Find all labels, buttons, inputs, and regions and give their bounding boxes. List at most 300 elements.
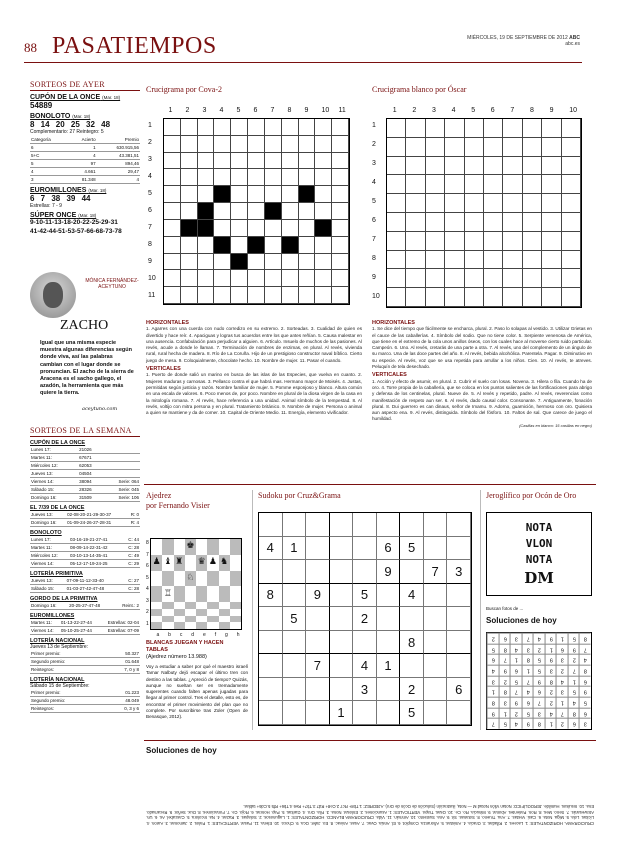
sudoku-cell[interactable] [377, 678, 401, 702]
sudoku-cell[interactable] [424, 678, 448, 702]
sudoku-cell[interactable]: 6 [447, 678, 471, 702]
crossword-cell[interactable] [332, 287, 349, 304]
crossword-cell[interactable] [387, 175, 406, 194]
crossword-cell[interactable] [523, 232, 542, 251]
crucigrama-blanco-grid[interactable] [386, 118, 582, 308]
crossword-cell[interactable] [265, 136, 282, 153]
sudoku-cell[interactable] [353, 513, 377, 537]
crossword-cell[interactable] [315, 287, 332, 304]
chess-square[interactable] [196, 616, 207, 623]
sudoku-cell[interactable] [283, 701, 307, 725]
sudoku-cell[interactable]: 7 [306, 654, 330, 678]
sudoku-cell[interactable] [259, 678, 283, 702]
crossword-cell[interactable] [406, 138, 425, 157]
sudoku-cell[interactable] [330, 654, 354, 678]
crossword-cell[interactable] [299, 153, 316, 170]
sudoku-cell[interactable] [306, 513, 330, 537]
sudoku-cell[interactable] [447, 701, 471, 725]
crossword-cell[interactable] [299, 254, 316, 271]
sudoku-cell[interactable]: 4 [400, 584, 424, 608]
sudoku-cell[interactable] [306, 560, 330, 584]
crossword-cell[interactable] [231, 119, 248, 136]
crossword-cell[interactable] [562, 269, 581, 288]
crossword-cell[interactable] [484, 269, 503, 288]
crossword-cell[interactable] [406, 269, 425, 288]
crossword-cell[interactable] [484, 251, 503, 270]
sudoku-cell[interactable] [306, 537, 330, 561]
crossword-cell[interactable] [523, 251, 542, 270]
crossword-cell[interactable] [181, 119, 198, 136]
crossword-cell[interactable] [214, 136, 231, 153]
crossword-cell[interactable] [542, 194, 561, 213]
crossword-cell[interactable] [198, 186, 215, 203]
crossword-cell[interactable] [465, 269, 484, 288]
sudoku-cell[interactable] [330, 560, 354, 584]
crossword-cell[interactable] [387, 288, 406, 307]
crossword-cell[interactable] [406, 213, 425, 232]
crossword-cell[interactable] [198, 153, 215, 170]
sudoku-cell[interactable] [424, 537, 448, 561]
chess-square[interactable] [219, 586, 230, 602]
chess-square[interactable] [151, 622, 162, 629]
crossword-cell[interactable] [523, 269, 542, 288]
crossword-cell[interactable] [387, 157, 406, 176]
crossword-cell[interactable] [387, 194, 406, 213]
chess-square[interactable] [230, 622, 241, 629]
sudoku-cell[interactable] [330, 584, 354, 608]
chess-square[interactable] [185, 609, 196, 616]
crossword-cell[interactable] [231, 153, 248, 170]
sudoku-cell[interactable]: 4 [259, 537, 283, 561]
crossword-cell[interactable] [181, 169, 198, 186]
crossword-cell[interactable] [484, 213, 503, 232]
crossword-cell[interactable] [562, 175, 581, 194]
chess-square[interactable] [174, 602, 185, 609]
crossword-cell[interactable] [198, 287, 215, 304]
sudoku-cell[interactable] [330, 513, 354, 537]
sudoku-cell[interactable] [306, 701, 330, 725]
crossword-cell[interactable] [214, 169, 231, 186]
crossword-cell[interactable] [332, 203, 349, 220]
chess-square[interactable] [162, 602, 173, 609]
sudoku-cell[interactable] [353, 631, 377, 655]
crossword-cell[interactable] [231, 186, 248, 203]
crossword-cell[interactable] [387, 119, 406, 138]
crossword-cell[interactable] [181, 254, 198, 271]
sudoku-cell[interactable]: 3 [447, 560, 471, 584]
crossword-cell[interactable] [387, 213, 406, 232]
sudoku-cell[interactable]: 5 [283, 607, 307, 631]
chess-piece[interactable]: ♖ [163, 588, 172, 599]
sudoku-cell[interactable]: 9 [306, 584, 330, 608]
sudoku-cell[interactable] [377, 513, 401, 537]
crossword-cell[interactable] [562, 213, 581, 232]
crossword-cell[interactable] [484, 194, 503, 213]
crossword-cell[interactable] [426, 269, 445, 288]
crossword-cell[interactable] [164, 237, 181, 254]
crossword-cell[interactable] [426, 232, 445, 251]
crossword-cell[interactable] [503, 175, 522, 194]
chess-square[interactable] [151, 539, 162, 555]
sudoku-cell[interactable]: 3 [353, 678, 377, 702]
crossword-cell[interactable] [265, 270, 282, 287]
chess-square[interactable] [207, 571, 218, 587]
crossword-cell[interactable] [503, 119, 522, 138]
crossword-cell[interactable] [332, 153, 349, 170]
crossword-cell[interactable] [265, 186, 282, 203]
chess-square[interactable] [162, 539, 173, 555]
crossword-cell[interactable] [484, 232, 503, 251]
crossword-cell[interactable] [484, 157, 503, 176]
sudoku-cell[interactable] [400, 513, 424, 537]
sudoku-cell[interactable] [377, 701, 401, 725]
crossword-cell[interactable] [164, 220, 181, 237]
crossword-cell[interactable] [542, 232, 561, 251]
crossword-cell[interactable] [523, 119, 542, 138]
chess-piece[interactable]: ♛ [196, 555, 207, 571]
crossword-cell[interactable] [406, 288, 425, 307]
chess-square[interactable] [185, 586, 196, 602]
crossword-cell[interactable] [315, 270, 332, 287]
crossword-cell[interactable] [198, 136, 215, 153]
crossword-cell[interactable] [387, 251, 406, 270]
crossword-cell[interactable] [214, 220, 231, 237]
crossword-cell[interactable] [503, 269, 522, 288]
chess-square[interactable] [219, 622, 230, 629]
crossword-cell[interactable] [248, 186, 265, 203]
crossword-cell[interactable] [562, 194, 581, 213]
crossword-cell[interactable] [315, 203, 332, 220]
chess-square[interactable] [162, 571, 173, 587]
crossword-cell[interactable] [164, 186, 181, 203]
crossword-cell[interactable] [198, 254, 215, 271]
crossword-cell[interactable] [164, 270, 181, 287]
chess-piece[interactable]: ♚ [185, 539, 196, 555]
crossword-cell[interactable] [164, 287, 181, 304]
crossword-cell[interactable] [164, 136, 181, 153]
crossword-cell[interactable] [198, 237, 215, 254]
sudoku-cell[interactable]: 8 [259, 584, 283, 608]
zacho-author[interactable]: aceytuno.com [82, 406, 118, 412]
chess-piece[interactable]: ♜ [174, 555, 185, 571]
sudoku-cell[interactable] [424, 701, 448, 725]
crossword-cell[interactable] [315, 153, 332, 170]
sudoku-cell[interactable] [353, 537, 377, 561]
crossword-cell[interactable] [164, 169, 181, 186]
crossword-cell[interactable] [562, 138, 581, 157]
chess-piece[interactable]: ♝ [163, 557, 172, 568]
chess-square[interactable] [207, 602, 218, 609]
sudoku-cell[interactable]: 4 [353, 654, 377, 678]
chess-square[interactable] [174, 539, 185, 555]
sudoku-grid[interactable] [258, 512, 472, 726]
chess-square[interactable] [185, 622, 196, 629]
chess-square[interactable] [230, 571, 241, 587]
crossword-cell[interactable] [181, 136, 198, 153]
crossword-cell[interactable] [445, 288, 464, 307]
crossword-cell[interactable] [445, 157, 464, 176]
crossword-cell[interactable] [542, 119, 561, 138]
crossword-cell[interactable] [445, 269, 464, 288]
sudoku-cell[interactable]: 1 [377, 654, 401, 678]
sudoku-cell[interactable] [330, 678, 354, 702]
sudoku-cell[interactable] [424, 584, 448, 608]
crossword-cell[interactable] [315, 254, 332, 271]
sudoku-cell[interactable] [283, 584, 307, 608]
crossword-cell[interactable] [542, 213, 561, 232]
chess-square[interactable] [174, 622, 185, 629]
chess-square[interactable] [162, 616, 173, 623]
sudoku-cell[interactable]: 1 [330, 701, 354, 725]
crossword-cell[interactable] [387, 138, 406, 157]
crossword-cell[interactable] [426, 175, 445, 194]
crossword-cell[interactable] [214, 270, 231, 287]
sudoku-cell[interactable] [283, 678, 307, 702]
crossword-cell[interactable] [282, 136, 299, 153]
sudoku-cell[interactable] [259, 631, 283, 655]
crossword-cell[interactable] [465, 288, 484, 307]
crossword-cell[interactable] [265, 220, 282, 237]
source-link[interactable]: abc.es [565, 41, 580, 47]
crossword-cell[interactable] [248, 287, 265, 304]
sudoku-cell[interactable] [377, 584, 401, 608]
chess-square[interactable] [207, 539, 218, 555]
crossword-cell[interactable] [181, 153, 198, 170]
sudoku-cell[interactable] [330, 631, 354, 655]
crossword-cell[interactable] [465, 175, 484, 194]
crossword-cell[interactable] [315, 186, 332, 203]
crossword-cell[interactable] [299, 287, 316, 304]
chess-piece[interactable]: ♞ [219, 555, 230, 571]
crossword-cell[interactable] [265, 287, 282, 304]
crossword-cell[interactable] [248, 119, 265, 136]
crossword-cell[interactable] [406, 194, 425, 213]
crossword-cell[interactable] [465, 157, 484, 176]
chess-piece[interactable]: ♘ [185, 571, 196, 587]
sudoku-cell[interactable] [283, 654, 307, 678]
crossword-cell[interactable] [282, 254, 299, 271]
crossword-cell[interactable] [503, 288, 522, 307]
crossword-cell[interactable] [562, 119, 581, 138]
crossword-cell[interactable] [484, 175, 503, 194]
chess-square[interactable] [151, 586, 162, 602]
crossword-cell[interactable] [248, 153, 265, 170]
chess-square[interactable] [196, 609, 207, 616]
crossword-cell[interactable] [198, 270, 215, 287]
sudoku-cell[interactable] [424, 607, 448, 631]
crossword-cell[interactable] [465, 213, 484, 232]
chess-square[interactable] [162, 609, 173, 616]
crossword-cell[interactable] [523, 138, 542, 157]
crossword-cell[interactable] [542, 288, 561, 307]
crossword-cell[interactable] [332, 136, 349, 153]
chess-piece[interactable]: ♟ [151, 555, 162, 571]
crossword-cell[interactable] [248, 136, 265, 153]
crossword-cell[interactable] [332, 220, 349, 237]
sudoku-cell[interactable] [353, 701, 377, 725]
crossword-cell[interactable] [248, 203, 265, 220]
crossword-cell[interactable] [445, 251, 464, 270]
crossword-cell[interactable] [445, 175, 464, 194]
crossword-cell[interactable] [282, 220, 299, 237]
crossword-cell[interactable] [248, 169, 265, 186]
chess-square[interactable] [151, 571, 162, 587]
chess-square[interactable] [196, 571, 207, 587]
chess-square[interactable] [196, 539, 207, 555]
crossword-cell[interactable] [265, 153, 282, 170]
crossword-cell[interactable] [181, 237, 198, 254]
crossword-cell[interactable] [164, 119, 181, 136]
sudoku-cell[interactable]: 8 [400, 631, 424, 655]
crossword-cell[interactable] [523, 213, 542, 232]
crossword-cell[interactable] [214, 203, 231, 220]
crossword-cell[interactable] [406, 232, 425, 251]
sudoku-cell[interactable]: 1 [283, 537, 307, 561]
crossword-cell[interactable] [282, 169, 299, 186]
crossword-cell[interactable] [426, 213, 445, 232]
chess-square[interactable] [185, 616, 196, 623]
crossword-cell[interactable] [181, 203, 198, 220]
crossword-cell[interactable] [315, 237, 332, 254]
crossword-cell[interactable] [315, 169, 332, 186]
crossword-cell[interactable] [164, 254, 181, 271]
crossword-cell[interactable] [315, 119, 332, 136]
crossword-cell[interactable] [465, 119, 484, 138]
sudoku-cell[interactable] [447, 513, 471, 537]
crossword-cell[interactable] [562, 251, 581, 270]
chess-square[interactable] [196, 622, 207, 629]
crossword-cell[interactable] [542, 157, 561, 176]
chess-square[interactable] [174, 586, 185, 602]
crossword-cell[interactable] [503, 194, 522, 213]
chess-square[interactable] [151, 602, 162, 609]
chess-square[interactable] [230, 555, 241, 571]
crossword-cell[interactable] [265, 169, 282, 186]
sudoku-cell[interactable] [447, 607, 471, 631]
chess-square[interactable] [207, 622, 218, 629]
crossword-cell[interactable] [503, 138, 522, 157]
sudoku-cell[interactable]: 6 [377, 537, 401, 561]
crossword-cell[interactable] [214, 153, 231, 170]
crossword-cell[interactable] [523, 175, 542, 194]
sudoku-cell[interactable] [259, 513, 283, 537]
chess-square[interactable] [207, 609, 218, 616]
crucigrama-grid[interactable] [163, 118, 350, 305]
sudoku-cell[interactable] [377, 631, 401, 655]
crossword-cell[interactable] [426, 138, 445, 157]
sudoku-cell[interactable]: 5 [400, 701, 424, 725]
crossword-cell[interactable] [231, 287, 248, 304]
crossword-cell[interactable] [523, 194, 542, 213]
crossword-cell[interactable] [299, 220, 316, 237]
crossword-cell[interactable] [282, 287, 299, 304]
crossword-cell[interactable] [445, 138, 464, 157]
crossword-cell[interactable] [484, 119, 503, 138]
sudoku-cell[interactable] [424, 654, 448, 678]
sudoku-cell[interactable]: 2 [353, 607, 377, 631]
crossword-cell[interactable] [484, 288, 503, 307]
sudoku-cell[interactable] [377, 607, 401, 631]
chess-square[interactable] [185, 602, 196, 609]
crossword-cell[interactable] [445, 213, 464, 232]
chess-square[interactable] [219, 539, 230, 555]
sudoku-cell[interactable]: 5 [400, 537, 424, 561]
crossword-cell[interactable] [542, 175, 561, 194]
crossword-cell[interactable] [387, 269, 406, 288]
crossword-cell[interactable] [181, 270, 198, 287]
sudoku-cell[interactable]: 5 [353, 584, 377, 608]
chess-square[interactable] [219, 571, 230, 587]
crossword-cell[interactable] [542, 138, 561, 157]
crossword-cell[interactable] [265, 119, 282, 136]
crossword-cell[interactable] [465, 194, 484, 213]
crossword-cell[interactable] [164, 153, 181, 170]
crossword-cell[interactable] [562, 232, 581, 251]
crossword-cell[interactable] [332, 237, 349, 254]
crossword-cell[interactable] [445, 232, 464, 251]
crossword-cell[interactable] [406, 119, 425, 138]
crossword-cell[interactable] [503, 251, 522, 270]
chess-square[interactable] [196, 586, 207, 602]
sudoku-cell[interactable] [330, 537, 354, 561]
chess-square[interactable] [219, 609, 230, 616]
crossword-cell[interactable] [445, 194, 464, 213]
chess-square[interactable] [230, 586, 241, 602]
sudoku-cell[interactable] [447, 631, 471, 655]
crossword-cell[interactable] [282, 203, 299, 220]
crossword-cell[interactable] [406, 157, 425, 176]
crossword-cell[interactable] [426, 194, 445, 213]
crossword-cell[interactable] [231, 203, 248, 220]
crossword-cell[interactable] [465, 138, 484, 157]
sudoku-cell[interactable] [400, 560, 424, 584]
crossword-cell[interactable] [299, 203, 316, 220]
crossword-cell[interactable] [426, 288, 445, 307]
crossword-cell[interactable] [426, 119, 445, 138]
chess-square[interactable] [174, 571, 185, 587]
chess-square[interactable] [151, 616, 162, 623]
crossword-cell[interactable] [248, 270, 265, 287]
crossword-cell[interactable] [248, 220, 265, 237]
chess-square[interactable] [230, 539, 241, 555]
crossword-cell[interactable] [198, 169, 215, 186]
crossword-cell[interactable] [542, 269, 561, 288]
crossword-cell[interactable] [282, 153, 299, 170]
crossword-cell[interactable] [248, 254, 265, 271]
crossword-cell[interactable] [406, 251, 425, 270]
chess-square[interactable] [219, 602, 230, 609]
crossword-cell[interactable] [299, 136, 316, 153]
crossword-cell[interactable] [503, 232, 522, 251]
sudoku-cell[interactable] [330, 607, 354, 631]
sudoku-cell[interactable] [400, 654, 424, 678]
crossword-cell[interactable] [465, 232, 484, 251]
crossword-cell[interactable] [299, 119, 316, 136]
crossword-cell[interactable] [426, 157, 445, 176]
sudoku-cell[interactable] [259, 654, 283, 678]
crossword-cell[interactable] [426, 251, 445, 270]
crossword-cell[interactable] [523, 157, 542, 176]
crossword-cell[interactable] [315, 136, 332, 153]
crossword-cell[interactable] [231, 237, 248, 254]
crossword-cell[interactable] [484, 138, 503, 157]
sudoku-cell[interactable] [306, 607, 330, 631]
chess-square[interactable] [207, 616, 218, 623]
crossword-cell[interactable] [181, 186, 198, 203]
crossword-cell[interactable] [503, 213, 522, 232]
crossword-cell[interactable] [198, 119, 215, 136]
crossword-cell[interactable] [299, 169, 316, 186]
